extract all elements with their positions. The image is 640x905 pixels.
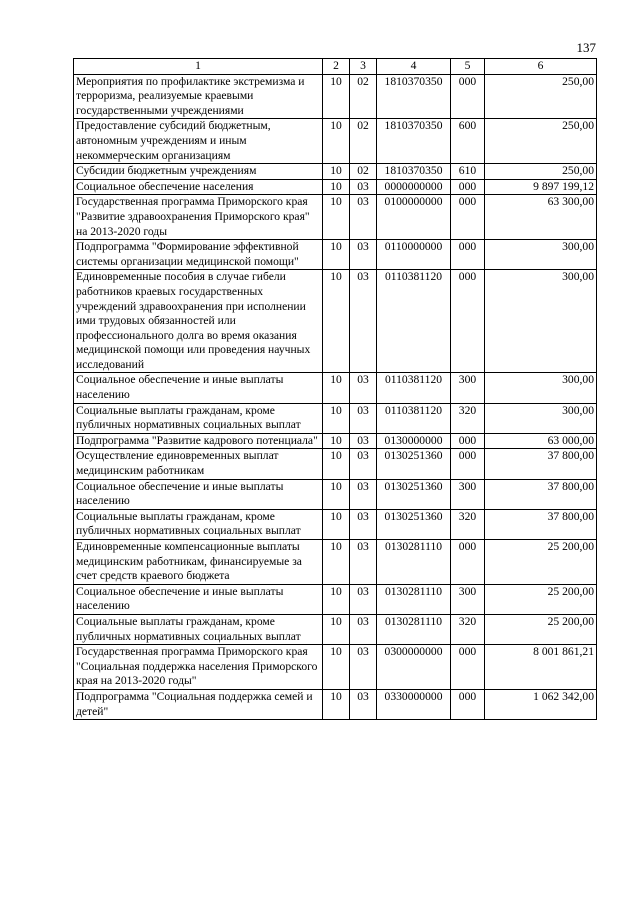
table-row	[74, 403, 597, 433]
cell-subsection: 03	[350, 433, 377, 449]
cell-name: Предоставление субсидий бюджетным, автономным учреждениям и иным некоммерческим организациям	[74, 119, 323, 164]
cell-sum: 300,00	[485, 240, 597, 270]
header-cell-sum: 6	[485, 59, 597, 75]
cell-sum: 250,00	[485, 119, 597, 164]
page-number: 137	[576, 40, 596, 55]
cell-type: 000	[451, 540, 485, 585]
cell-section: 10	[323, 164, 350, 180]
table-row	[74, 433, 597, 449]
cell-article: 0000000000	[377, 179, 451, 195]
cell-subsection: 03	[350, 614, 377, 644]
cell-name: Подпрограмма "Развитие кадрового потенциала"	[74, 433, 323, 449]
cell-name: Социальные выплаты гражданам, кроме публичных нормативных социальных выплат	[74, 403, 323, 433]
cell-subsection: 03	[350, 479, 377, 509]
cell-section: 10	[323, 179, 350, 195]
cell-type: 600	[451, 119, 485, 164]
cell-article: 0130281110	[377, 584, 451, 614]
header-row	[74, 59, 597, 75]
budget-table	[73, 58, 597, 720]
cell-section: 10	[323, 645, 350, 690]
cell-section: 10	[323, 689, 350, 719]
header-cell-section: 2	[323, 59, 350, 75]
cell-section: 10	[323, 449, 350, 479]
cell-article: 0130281110	[377, 614, 451, 644]
cell-type: 320	[451, 509, 485, 539]
table-row	[74, 119, 597, 164]
cell-sum: 250,00	[485, 74, 597, 119]
cell-type: 000	[451, 240, 485, 270]
cell-name: Государственная программа Приморского края "Социальная поддержка населения Приморского края на 2013-2020 годы"	[74, 645, 323, 690]
cell-name: Социальное обеспечение и иные выплаты населению	[74, 479, 323, 509]
cell-type: 000	[451, 195, 485, 240]
table-row	[74, 449, 597, 479]
table-row	[74, 270, 597, 373]
cell-section: 10	[323, 119, 350, 164]
cell-article: 0110381120	[377, 373, 451, 403]
cell-name: Социальные выплаты гражданам, кроме публичных нормативных социальных выплат	[74, 614, 323, 644]
cell-sum: 25 200,00	[485, 540, 597, 585]
cell-name: Социальные выплаты гражданам, кроме публичных нормативных социальных выплат	[74, 509, 323, 539]
cell-subsection: 03	[350, 373, 377, 403]
table-row	[74, 614, 597, 644]
cell-type: 000	[451, 270, 485, 373]
cell-subsection: 03	[350, 540, 377, 585]
cell-section: 10	[323, 614, 350, 644]
cell-subsection: 03	[350, 240, 377, 270]
cell-sum: 8 001 861,21	[485, 645, 597, 690]
cell-type: 000	[451, 179, 485, 195]
cell-name: Субсидии бюджетным учреждениям	[74, 164, 323, 180]
cell-article: 1810370350	[377, 74, 451, 119]
cell-section: 10	[323, 540, 350, 585]
cell-sum: 9 897 199,12	[485, 179, 597, 195]
cell-article: 0300000000	[377, 645, 451, 690]
table-row	[74, 74, 597, 119]
table-row	[74, 540, 597, 585]
cell-subsection: 03	[350, 270, 377, 373]
cell-section: 10	[323, 373, 350, 403]
cell-sum: 37 800,00	[485, 509, 597, 539]
cell-article: 0110381120	[377, 403, 451, 433]
cell-name: Социальное обеспечение и иные выплаты населению	[74, 584, 323, 614]
cell-article: 0130251360	[377, 449, 451, 479]
cell-name: Социальное обеспечение и иные выплаты населению	[74, 373, 323, 403]
table-row	[74, 240, 597, 270]
table-row	[74, 645, 597, 690]
table-row	[74, 164, 597, 180]
cell-article: 0110000000	[377, 240, 451, 270]
cell-article: 0110381120	[377, 270, 451, 373]
cell-sum: 250,00	[485, 164, 597, 180]
cell-sum: 300,00	[485, 403, 597, 433]
cell-subsection: 03	[350, 689, 377, 719]
cell-sum: 37 800,00	[485, 479, 597, 509]
cell-section: 10	[323, 240, 350, 270]
cell-name: Подпрограмма "Формирование эффективной системы организации медицинской помощи"	[74, 240, 323, 270]
cell-type: 000	[451, 689, 485, 719]
header-cell-subsection: 3	[350, 59, 377, 75]
cell-sum: 1 062 342,00	[485, 689, 597, 719]
cell-name: Социальное обеспечение населения	[74, 179, 323, 195]
cell-type: 000	[451, 449, 485, 479]
cell-sum: 25 200,00	[485, 584, 597, 614]
table-row	[74, 373, 597, 403]
table-row	[74, 689, 597, 719]
cell-section: 10	[323, 270, 350, 373]
cell-article: 0330000000	[377, 689, 451, 719]
header-cell-name: 1	[74, 59, 323, 75]
cell-article: 0130281110	[377, 540, 451, 585]
cell-type: 000	[451, 433, 485, 449]
cell-type: 300	[451, 584, 485, 614]
cell-article: 0130251360	[377, 509, 451, 539]
cell-type: 300	[451, 479, 485, 509]
table-row	[74, 179, 597, 195]
cell-subsection: 03	[350, 509, 377, 539]
cell-section: 10	[323, 509, 350, 539]
header-cell-article: 4	[377, 59, 451, 75]
cell-sum: 63 000,00	[485, 433, 597, 449]
cell-name: Мероприятия по профилактике экстремизма и терроризма, реализуемые краевыми государственными учреждениями	[74, 74, 323, 119]
cell-name: Государственная программа Приморского края "Развитие здравоохранения Приморского края" на 2013-2020 годы	[74, 195, 323, 240]
cell-subsection: 02	[350, 119, 377, 164]
table-header	[74, 59, 597, 75]
cell-subsection: 03	[350, 449, 377, 479]
cell-section: 10	[323, 584, 350, 614]
cell-section: 10	[323, 433, 350, 449]
cell-sum: 300,00	[485, 270, 597, 373]
cell-subsection: 02	[350, 164, 377, 180]
table-row	[74, 584, 597, 614]
cell-subsection: 03	[350, 403, 377, 433]
cell-subsection: 03	[350, 195, 377, 240]
cell-type: 320	[451, 614, 485, 644]
cell-article: 0100000000	[377, 195, 451, 240]
table-row	[74, 195, 597, 240]
cell-type: 320	[451, 403, 485, 433]
cell-subsection: 03	[350, 584, 377, 614]
cell-sum: 63 300,00	[485, 195, 597, 240]
header-cell-type: 5	[451, 59, 485, 75]
cell-article: 0130251360	[377, 479, 451, 509]
cell-section: 10	[323, 195, 350, 240]
table-row	[74, 479, 597, 509]
cell-name: Единовременные пособия в случае гибели работников краевых государственных учреждений здравоохранения при исполнении ими трудовых обязанностей или профессионального долга во время оказания медицинской помощи или проведения научных исследований	[74, 270, 323, 373]
table-body	[74, 74, 597, 720]
cell-section: 10	[323, 403, 350, 433]
cell-section: 10	[323, 74, 350, 119]
cell-type: 000	[451, 74, 485, 119]
cell-article: 1810370350	[377, 164, 451, 180]
cell-sum: 300,00	[485, 373, 597, 403]
cell-name: Единовременные компенсационные выплаты медицинским работникам, финансируемые за счет средств краевого бюджета	[74, 540, 323, 585]
cell-name: Осуществление единовременных выплат медицинским работникам	[74, 449, 323, 479]
cell-article: 0130000000	[377, 433, 451, 449]
cell-subsection: 02	[350, 74, 377, 119]
cell-subsection: 03	[350, 179, 377, 195]
cell-section: 10	[323, 479, 350, 509]
cell-type: 000	[451, 645, 485, 690]
cell-name: Подпрограмма "Социальная поддержка семей и детей"	[74, 689, 323, 719]
cell-sum: 25 200,00	[485, 614, 597, 644]
cell-type: 300	[451, 373, 485, 403]
cell-sum: 37 800,00	[485, 449, 597, 479]
cell-type: 610	[451, 164, 485, 180]
cell-article: 1810370350	[377, 119, 451, 164]
table-row	[74, 509, 597, 539]
cell-subsection: 03	[350, 645, 377, 690]
